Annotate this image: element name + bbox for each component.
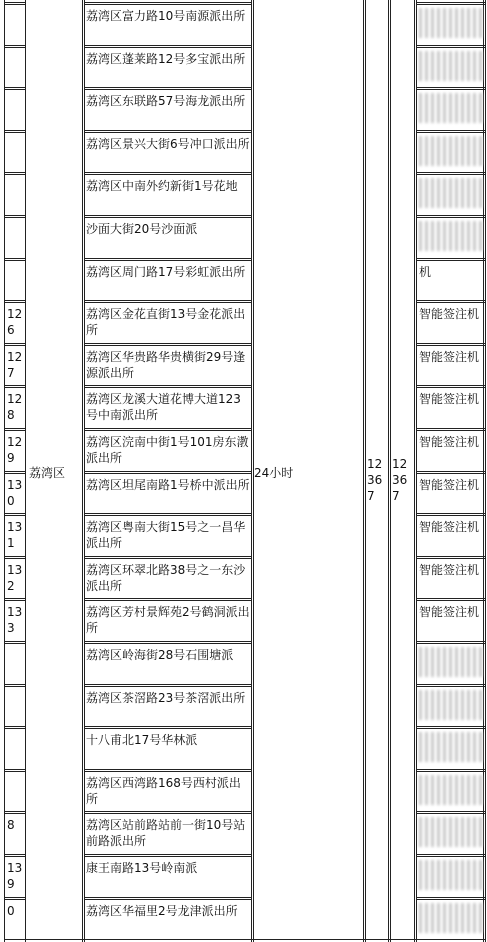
row-divider	[84, 260, 252, 261]
row-divider	[84, 258, 252, 259]
row-divider	[84, 2, 252, 3]
station-address: 荔湾区金花直街13号金花派出所	[86, 307, 246, 337]
row-number: 127	[7, 350, 23, 380]
service-function	[419, 647, 483, 677]
row-divider	[84, 302, 252, 303]
row-divider	[84, 45, 252, 46]
row-divider	[4, 813, 26, 814]
station-address: 荔湾区龙溪大道花博大道123号中南派出所	[86, 392, 241, 422]
row-divider	[4, 430, 26, 431]
row-divider	[84, 47, 252, 48]
row-divider	[416, 174, 486, 175]
column-divider	[363, 0, 364, 942]
row-divider	[84, 556, 252, 557]
row-number: 126	[7, 307, 23, 337]
station-address: 十八甫北17号华林派	[86, 733, 198, 747]
station-address: 康王南路13号岭南派	[86, 861, 198, 875]
row-divider	[84, 558, 252, 559]
row-divider	[84, 87, 252, 88]
row-divider	[4, 260, 26, 261]
row-number: 132	[7, 563, 23, 593]
row-divider	[4, 471, 26, 472]
row-divider	[84, 598, 252, 599]
service-function	[419, 903, 483, 933]
row-divider	[84, 471, 252, 472]
row-divider	[416, 2, 486, 3]
row-divider	[84, 854, 252, 855]
row-divider	[4, 45, 26, 46]
station-address: 荔湾区中南外约新街1号花地	[86, 179, 238, 193]
row-divider	[84, 343, 252, 344]
station-address: 荔湾区粤南大街15号之一昌华派出所	[86, 520, 246, 550]
row-divider	[416, 643, 486, 644]
row-divider	[4, 513, 26, 514]
row-divider	[4, 473, 26, 474]
row-divider	[84, 130, 252, 131]
row-divider	[416, 89, 486, 90]
row-divider	[84, 473, 252, 474]
row-divider	[416, 343, 486, 344]
row-divider	[416, 684, 486, 685]
row-divider	[4, 130, 26, 131]
row-divider	[84, 4, 252, 5]
row-divider	[4, 641, 26, 642]
column-divider	[82, 0, 83, 942]
row-divider	[416, 598, 486, 599]
row-divider	[416, 600, 486, 601]
row-divider	[416, 856, 486, 857]
row-divider	[416, 515, 486, 516]
row-divider	[4, 558, 26, 559]
column-divider	[365, 0, 366, 942]
row-divider	[4, 598, 26, 599]
hours-cell: 24小时	[254, 466, 294, 480]
row-divider	[84, 428, 252, 429]
service-function: 智能签注机	[419, 435, 480, 449]
row-divider	[84, 385, 252, 386]
row-divider	[84, 89, 252, 90]
table-bottom-border	[4, 939, 486, 940]
service-function: 智能签注机	[419, 605, 480, 619]
row-divider	[4, 217, 26, 218]
row-divider	[84, 728, 252, 729]
row-divider	[416, 45, 486, 46]
row-divider	[416, 473, 486, 474]
row-divider	[4, 643, 26, 644]
service-function: 智能签注机	[419, 520, 480, 534]
row-divider	[416, 172, 486, 173]
row-divider	[4, 769, 26, 770]
row-divider	[416, 385, 486, 386]
row-divider	[416, 47, 486, 48]
station-address: 荔湾区华贵路华贵横街29号逢源派出所	[86, 350, 246, 380]
station-address: 荔湾区蓬莱路12号多宝派出所	[86, 52, 246, 66]
row-divider	[4, 300, 26, 301]
station-address: 荔湾区浣南中街1号101房东漖派出所	[86, 435, 249, 465]
row-divider	[4, 771, 26, 772]
row-number: 130	[7, 478, 23, 508]
service-function	[419, 93, 483, 123]
row-divider	[4, 215, 26, 216]
station-address: 荔湾区岭海街28号石围塘派	[86, 648, 234, 662]
row-divider	[4, 854, 26, 855]
row-divider	[4, 684, 26, 685]
row-divider	[416, 556, 486, 557]
service-function: 智能签注机	[419, 478, 480, 492]
row-divider	[4, 47, 26, 48]
row-divider	[416, 813, 486, 814]
station-address: 荔湾区华福里2号龙津派出所	[86, 904, 238, 918]
row-divider	[416, 641, 486, 642]
row-divider	[416, 558, 486, 559]
service-function	[419, 860, 483, 890]
row-divider	[416, 387, 486, 388]
phone-cell-b: 12367	[392, 457, 408, 503]
row-divider	[416, 4, 486, 5]
row-divider	[84, 811, 252, 812]
row-number: 128	[7, 392, 23, 422]
station-address: 荔湾区茶滘路23号茶滘派出所	[86, 691, 246, 705]
row-divider	[416, 811, 486, 812]
row-divider	[416, 513, 486, 514]
row-number: 131	[7, 520, 23, 550]
row-number: 139	[7, 861, 23, 891]
service-function: 智能签注机	[419, 563, 480, 577]
row-divider	[84, 217, 252, 218]
row-divider	[4, 600, 26, 601]
service-function	[419, 775, 483, 805]
row-divider	[416, 258, 486, 259]
row-divider	[416, 217, 486, 218]
station-address: 荔湾区站前路站前一街10号站前路派出所	[86, 818, 246, 848]
row-divider	[84, 641, 252, 642]
row-divider	[416, 897, 486, 898]
row-divider	[4, 728, 26, 729]
row-divider	[84, 769, 252, 770]
row-number: 0	[7, 904, 15, 918]
row-divider	[416, 769, 486, 770]
row-divider	[84, 515, 252, 516]
row-divider	[84, 513, 252, 514]
row-divider	[4, 897, 26, 898]
column-divider	[414, 0, 415, 942]
row-number: 133	[7, 605, 23, 635]
row-divider	[416, 345, 486, 346]
row-divider	[4, 428, 26, 429]
row-divider	[4, 174, 26, 175]
row-divider	[84, 856, 252, 857]
row-divider	[4, 132, 26, 133]
row-divider	[416, 728, 486, 729]
service-function	[419, 690, 483, 720]
station-address: 荔湾区芳村景辉苑2号鹤洞派出所	[86, 605, 250, 635]
phone-cell-a: 12367	[367, 457, 383, 503]
row-divider	[416, 726, 486, 727]
row-divider	[4, 811, 26, 812]
row-divider	[84, 684, 252, 685]
row-divider	[416, 854, 486, 855]
row-divider	[416, 428, 486, 429]
row-divider	[416, 771, 486, 772]
row-divider	[84, 686, 252, 687]
row-divider	[416, 686, 486, 687]
row-divider	[416, 471, 486, 472]
service-function: 智能签注机	[419, 392, 480, 406]
row-divider	[84, 300, 252, 301]
station-address: 荔湾区坦尾南路1号桥中派出所	[86, 478, 250, 492]
row-number: 129	[7, 435, 23, 465]
row-divider	[416, 132, 486, 133]
row-divider	[4, 89, 26, 90]
row-divider	[84, 771, 252, 772]
row-divider	[416, 215, 486, 216]
row-divider	[4, 172, 26, 173]
row-divider	[4, 686, 26, 687]
district-cell: 荔湾区	[29, 466, 66, 480]
row-divider	[84, 345, 252, 346]
row-divider	[4, 258, 26, 259]
row-divider	[84, 897, 252, 898]
row-divider	[84, 430, 252, 431]
row-divider	[4, 556, 26, 557]
row-divider	[84, 215, 252, 216]
service-function: 机	[419, 265, 432, 279]
station-address: 沙面大街20号沙面派	[86, 222, 198, 236]
row-divider	[84, 174, 252, 175]
row-divider	[4, 2, 26, 3]
row-divider	[416, 87, 486, 88]
row-divider	[4, 87, 26, 88]
row-divider	[4, 385, 26, 386]
row-divider	[84, 600, 252, 601]
row-divider	[416, 302, 486, 303]
station-address: 荔湾区西湾路168号西村派出所	[86, 776, 241, 806]
row-divider	[416, 130, 486, 131]
column-divider	[390, 0, 391, 942]
row-divider	[4, 302, 26, 303]
row-number: 8	[7, 818, 15, 832]
row-divider	[4, 899, 26, 900]
row-divider	[84, 643, 252, 644]
row-divider	[84, 132, 252, 133]
service-function	[419, 221, 483, 251]
service-function	[419, 136, 483, 166]
row-divider	[4, 4, 26, 5]
row-divider	[4, 387, 26, 388]
service-function	[419, 51, 483, 81]
row-divider	[4, 345, 26, 346]
station-address: 荔湾区周门路17号彩虹派出所	[86, 265, 246, 279]
station-address: 荔湾区富力路10号南源派出所	[86, 9, 246, 23]
row-divider	[4, 515, 26, 516]
service-function: 智能签注机	[419, 307, 480, 321]
service-function	[419, 817, 483, 847]
station-address: 荔湾区东联路57号海龙派出所	[86, 94, 246, 108]
row-divider	[416, 300, 486, 301]
station-address: 荔湾区景兴大街6号冲口派出所	[86, 137, 250, 151]
row-divider	[4, 343, 26, 344]
service-function: 智能签注机	[419, 350, 480, 364]
row-divider	[84, 172, 252, 173]
row-divider	[84, 387, 252, 388]
row-divider	[84, 726, 252, 727]
row-divider	[416, 260, 486, 261]
service-function	[419, 732, 483, 762]
row-divider	[84, 813, 252, 814]
row-divider	[4, 726, 26, 727]
row-divider	[84, 899, 252, 900]
row-divider	[416, 899, 486, 900]
service-function	[419, 8, 483, 38]
row-divider	[4, 856, 26, 857]
service-function	[419, 178, 483, 208]
station-address: 荔湾区环翠北路38号之一东沙派出所	[86, 563, 246, 593]
row-divider	[416, 430, 486, 431]
